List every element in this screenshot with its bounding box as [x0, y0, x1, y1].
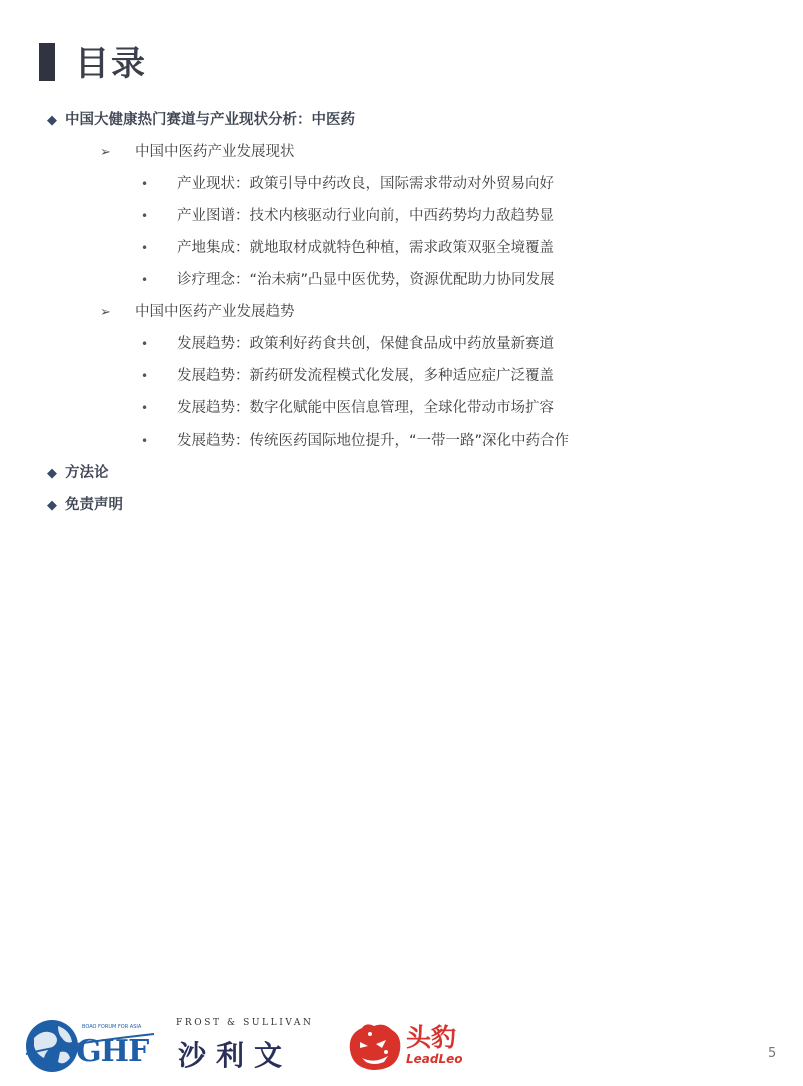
toc-item-label: 产业现状：政策引导中药改良，国际需求带动对外贸易向好: [177, 176, 554, 192]
toc-subsection-1[interactable]: [100, 140, 295, 161]
toc-item[interactable]: [141, 172, 554, 193]
page-number: 5: [768, 1046, 777, 1061]
diamond-bullet-icon: ◆: [47, 466, 57, 481]
toc-section-1[interactable]: [47, 108, 355, 129]
leadleo-logo: [346, 1016, 476, 1076]
frost-sullivan-en-text: FROST & SULLIVAN: [176, 1018, 314, 1028]
ghf-small-text: BOAO FORUM FOR ASIA: [82, 1024, 142, 1030]
toc-section-3[interactable]: [47, 493, 123, 514]
toc-section-2-label: 方法论: [65, 465, 109, 481]
frost-sullivan-logo: [176, 1018, 336, 1074]
toc-item[interactable]: [141, 332, 554, 353]
dot-bullet-icon: •: [141, 177, 149, 191]
dot-bullet-icon: •: [141, 434, 149, 448]
ghf-logo-text: GHF: [76, 1034, 149, 1069]
frost-sullivan-cn-text: 沙利文: [178, 1039, 293, 1072]
leadleo-en-text: LeadLeo: [406, 1052, 463, 1066]
dot-bullet-icon: •: [141, 369, 149, 383]
arrow-bullet-icon: ➢: [100, 305, 111, 320]
diamond-bullet-icon: ◆: [47, 113, 57, 128]
toc-subsection-2-label: 中国中医药产业发展趋势: [135, 304, 295, 320]
toc-item[interactable]: [141, 364, 554, 385]
leopard-head-icon: [346, 1020, 404, 1072]
toc-subsection-2[interactable]: [100, 300, 295, 321]
toc-item[interactable]: [141, 236, 554, 257]
toc-item-label: 产业图谱：技术内核驱动行业向前，中西药势均力敌趋势显: [177, 208, 554, 224]
footer-logos: [0, 1010, 803, 1080]
title-accent-bar: [39, 43, 55, 81]
leadleo-cn-text: 头豹: [406, 1023, 457, 1052]
toc-item[interactable]: [141, 204, 554, 225]
ghf-logo: [24, 1014, 174, 1076]
dot-bullet-icon: •: [141, 209, 149, 223]
toc-subsection-1-label: 中国中医药产业发展现状: [135, 144, 295, 160]
dot-bullet-icon: •: [141, 401, 149, 415]
dot-bullet-icon: •: [141, 241, 149, 255]
diamond-bullet-icon: ◆: [47, 498, 57, 513]
toc-item-label: 诊疗理念：“治未病”凸显中医优势，资源优配助力协同发展: [177, 272, 555, 288]
toc-item-label: 发展趋势：政策利好药食共创，保健食品成中药放量新赛道: [177, 336, 554, 352]
page-title: 目录: [75, 44, 147, 84]
dot-bullet-icon: •: [141, 337, 149, 351]
toc-item-label: 发展趋势：新药研发流程模式化发展，多种适应症广泛覆盖: [177, 368, 554, 384]
toc-item-label: 发展趋势：数字化赋能中医信息管理，全球化带动市场扩容: [177, 400, 554, 416]
toc-item[interactable]: [141, 268, 555, 289]
toc-item[interactable]: [141, 429, 569, 450]
toc-item-label: 产地集成：就地取材成就特色种植，需求政策双驱全境覆盖: [177, 240, 554, 256]
arrow-bullet-icon: ➢: [100, 145, 111, 160]
toc-item[interactable]: [141, 396, 554, 417]
toc-section-2[interactable]: [47, 461, 109, 482]
toc-item-label: 发展趋势：传统医药国际地位提升，“一带一路”深化中药合作: [177, 433, 570, 449]
dot-bullet-icon: •: [141, 273, 149, 287]
toc-section-3-label: 免责声明: [65, 497, 123, 513]
toc-section-1-label: 中国大健康热门赛道与产业现状分析：中医药: [65, 112, 355, 128]
